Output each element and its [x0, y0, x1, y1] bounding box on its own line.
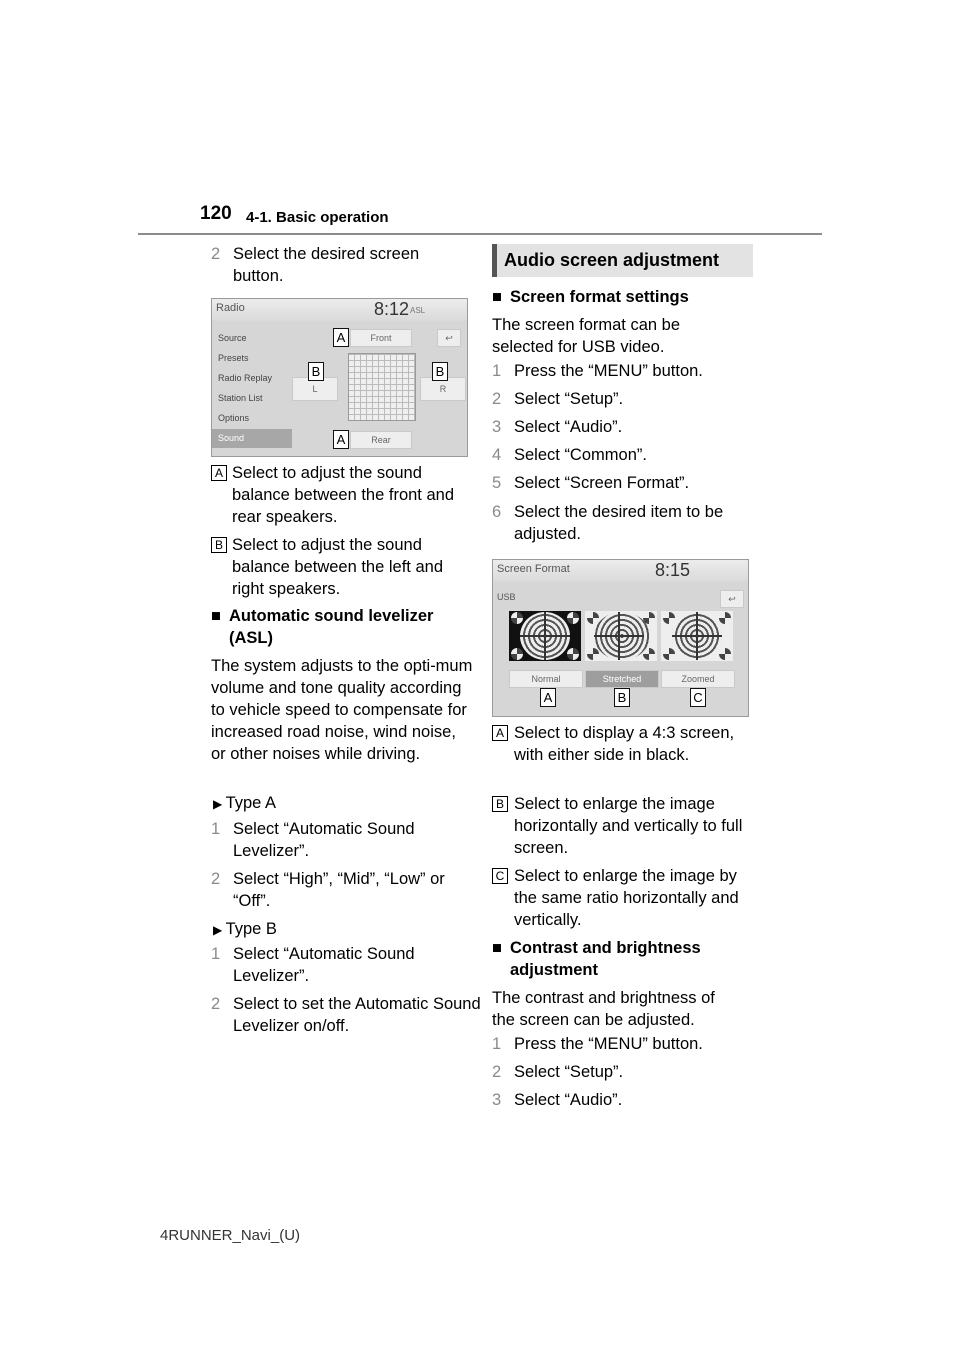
page-number: 120 [200, 203, 232, 224]
asl-paragraph: The system adjusts to the opti-mum volume and tone quality according to vehicle speed to compensate for increased road noise, wind noise, or other noises while driving. [211, 657, 473, 763]
zoomed-button[interactable]: Zoomed [661, 670, 735, 688]
header-rule [138, 233, 822, 235]
legend-item: C Select to enlarge the image by the same ratio horizontally and vertically. [492, 865, 754, 931]
normal-button[interactable]: Normal [509, 670, 583, 688]
radio-screen-topbar [212, 299, 467, 321]
front-button[interactable]: Front [350, 329, 412, 347]
section-title: 4-1. Basic operation [246, 209, 389, 226]
step-select-screen-button: 2 Select the desired screen button. [211, 245, 420, 285]
type-a-step: 2 Select “High”, “Mid”, “Low” or “Off”. [211, 870, 445, 910]
back-icon[interactable]: ↩ [437, 329, 461, 347]
square-bullet-icon: ■ [492, 288, 502, 306]
callout-tag: A [333, 430, 349, 449]
format-step: 4 Select “Common”. [492, 446, 647, 464]
asl-heading: ■ Automatic sound levelizer (ASL) [211, 607, 434, 647]
callout-tag: C [690, 688, 706, 707]
contrast-brightness-heading: ■ Contrast and brightness adjustment [492, 939, 701, 979]
corner-dot-icon [643, 612, 655, 624]
corner-dot-icon [587, 648, 599, 660]
callout-tag: A [540, 688, 556, 707]
audio-screen-adjustment-heading: Audio screen adjustment [492, 244, 753, 277]
type-a-step: 1 Select “Automatic Sound Levelizer”. [211, 820, 415, 860]
radio-screen-title: Radio [216, 302, 245, 314]
corner-dot-icon [663, 612, 675, 624]
left-button[interactable]: L [292, 377, 338, 401]
stretched-target-icon [594, 612, 650, 660]
balance-grid[interactable] [348, 353, 416, 421]
corner-dot-icon [663, 648, 675, 660]
menu-item-presets[interactable]: Presets [218, 353, 249, 363]
corner-dot-icon [567, 612, 579, 624]
callout-tag: B [432, 362, 448, 381]
status-indicator: ASL [410, 306, 426, 315]
format-screen-topbar [493, 560, 748, 582]
menu-item-radio-replay[interactable]: Radio Replay [218, 373, 273, 383]
contrast-step: 2 Select “Setup”. [492, 1063, 624, 1081]
square-bullet-icon: ■ [492, 939, 502, 957]
type-b-label: ▶ Type B [213, 920, 277, 938]
normal-target-icon [520, 612, 570, 660]
clock: 8:12 [374, 299, 410, 319]
clock: 8:15 [655, 560, 691, 580]
contrast-step: 3 Select “Audio”. [492, 1091, 623, 1109]
format-step: 2 Select “Setup”. [492, 390, 624, 408]
manual-footer-id: 4RUNNER_Navi_(U) [160, 1227, 301, 1244]
corner-dot-icon [511, 648, 523, 660]
type-b-step: 2 Select to set the Automatic Sound Levelizer on/off. [211, 995, 481, 1035]
legend-item: A Select to display a 4:3 screen, with either side in black. [492, 722, 754, 766]
legend-item: B Select to adjust the sound balance between the left and right speakers. [211, 534, 473, 600]
right-button[interactable]: R [420, 377, 466, 401]
screen-format-paragraph: The screen format can be selected for USB video. [492, 316, 681, 356]
contrast-brightness-paragraph: The contrast and brightness of the screen can be adjusted. [492, 989, 715, 1029]
contrast-step: 1 Press the “MENU” button. [492, 1035, 703, 1053]
type-a-label: ▶ Type A [213, 794, 277, 812]
format-step: 3 Select “Audio”. [492, 418, 623, 436]
arrow-bullet-icon: ▶ [213, 797, 226, 811]
format-step: 5 Select “Screen Format”. [492, 474, 690, 492]
menu-item-sound[interactable]: Sound [212, 429, 292, 448]
corner-dot-icon [587, 612, 599, 624]
format-screen-title: Screen Format [497, 563, 570, 575]
callout-tag: B [614, 688, 630, 707]
stretched-button[interactable]: Stretched [585, 670, 659, 688]
source-label: USB [497, 592, 516, 602]
corner-dot-icon [511, 612, 523, 624]
rear-button[interactable]: Rear [350, 431, 412, 449]
corner-dot-icon [719, 612, 731, 624]
legend-tag: B [492, 796, 508, 812]
corner-dot-icon [643, 648, 655, 660]
menu-item-station-list[interactable]: Station List [218, 393, 263, 403]
callout-tag: B [308, 362, 324, 381]
square-bullet-icon: ■ [211, 607, 221, 625]
legend-item: B Select to enlarge the image horizontally and vertically to full screen. [492, 793, 754, 859]
legend-tag: B [211, 537, 227, 553]
screen-format-heading: ■ Screen format settings [492, 288, 689, 306]
legend-tag: A [492, 725, 508, 741]
menu-item-options[interactable]: Options [218, 413, 250, 423]
back-icon[interactable]: ↩ [720, 590, 744, 608]
menu-item-source[interactable]: Source [218, 333, 247, 343]
callout-tag: A [333, 328, 349, 347]
legend-item: A Select to adjust the sound balance between the front and rear speakers. [211, 462, 473, 528]
format-step: 6 Select the desired item to be adjusted. [492, 503, 724, 543]
format-step: 1 Press the “MENU” button. [492, 362, 703, 380]
legend-tag: C [492, 868, 508, 884]
legend-tag: A [211, 465, 227, 481]
zoomed-target-icon [672, 612, 722, 660]
arrow-bullet-icon: ▶ [213, 923, 226, 937]
type-b-step: 1 Select “Automatic Sound Levelizer”. [211, 945, 415, 985]
corner-dot-icon [719, 648, 731, 660]
corner-dot-icon [567, 648, 579, 660]
